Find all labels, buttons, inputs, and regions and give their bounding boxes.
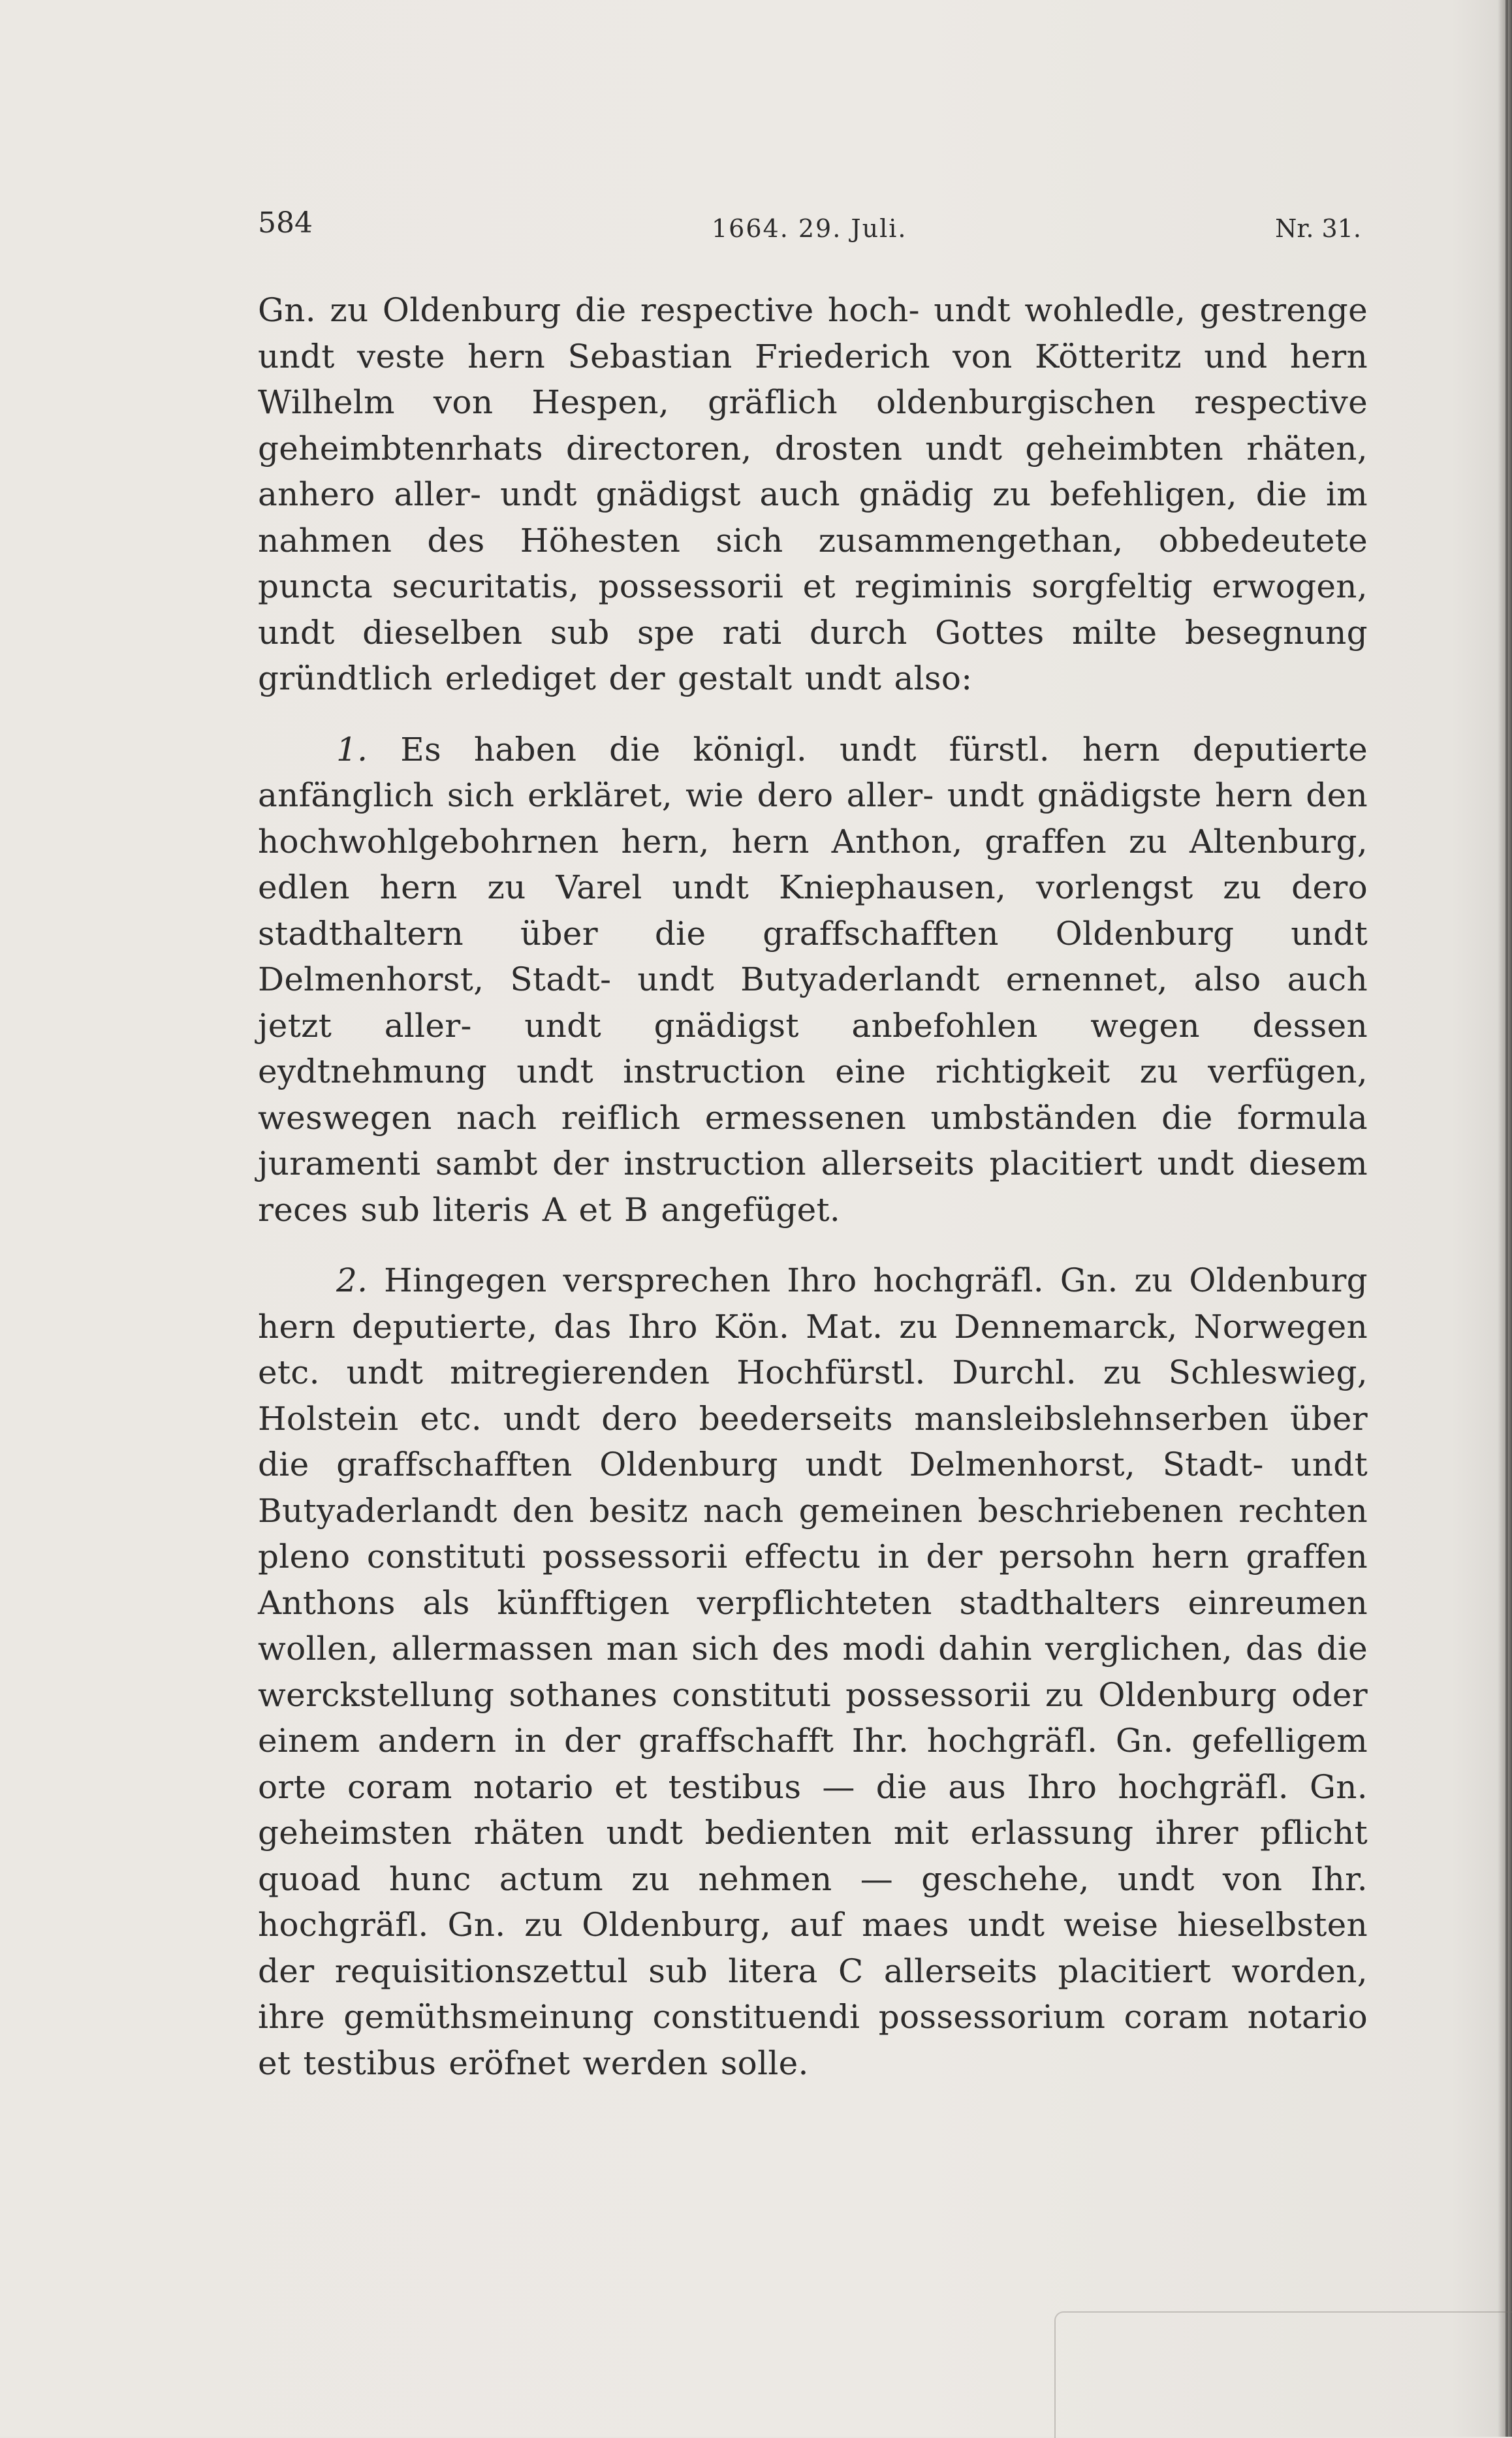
page-number: 584 [258,206,313,240]
paragraph-number: 2. [336,1261,368,1299]
header-date: 1664. 29. Juli. [712,214,907,243]
paragraph-2 [258,1258,1368,2086]
paragraph-text: Gn. zu Oldenburg die respective hoch- undt wohledle, gestrenge undt veste hern Sebastian Friederich von Kötteritz und hern Wilhelm von Hespen, gräflich oldenburgischen respective geheimbtenrhats directoren, drosten undt geheimbten rhäten, anhero aller- undt gnädigst auch gnädig zu befehligen, die im nahmen des Höhesten sich zusammengethan, obbedeutete puncta securitatis, possessorii et regiminis sorgfeltig erwogen, undt dieselben sub spe rati durch Gottes milte besegnung gründtlich erlediget der gestalt undt also: [258,291,1368,697]
paragraph-text: Es haben die königl. undt fürstl. hern deputierte anfänglich sich erkläret, wie dero aller- undt gnädigste hern den hochwohlgebohrnen hern, hern Anthon, graffen zu Altenburg, edlen hern zu Varel undt Kniephausen, vorlengst zu dero stadthaltern über die graffschafften Oldenburg undt Delmenhorst, Stadt- undt Butyaderlandt ernennet, also auch jetzt aller- undt gnädigst anbefohlen wegen dessen eydtnehmung undt instruction eine richtigkeit zu verfügen, weswegen nach reiflich ermessenen umbständen die formula juramenti sambt der instruction allerseits placitiert undt diesem reces sub literis A et B angefüget. [258,730,1368,1229]
paragraph-intro [258,287,1368,702]
page-binding-edge [1505,0,1508,2437]
document-body [258,287,1368,2086]
page-edge-shadow [1498,0,1512,2437]
paragraph-1 [258,727,1368,1233]
paragraph-number: 1. [336,730,368,768]
running-header [258,204,1361,243]
paragraph-text: Hingegen versprechen Ihro hochgräfl. Gn. zu Oldenburg hern deputierte, das Ihro Kön. Mat. zu Dennemarck, Norwegen etc. undt mitregierenden Hochfürstl. Durchl. zu Schleswieg, Holstein etc. undt dero beederseits mansleibslehnserben über die graffschafften Oldenburg undt Delmenhorst, Stadt- undt Butyaderlandt den besitz nach gemeinen beschriebenen rechten pleno constituti possessorii effectu in der persohn hern graffen Anthons als künfftigen verpflichteten stadthalters einreumen wollen, allermassen man sich des modi dahin verglichen, das die werckstellung sothanes constituti possessorii zu Oldenburg oder einem andern in der graffschafft Ihr. hochgräfl. Gn. gefelligem orte coram notario et testibus — die aus Ihro hochgräfl. Gn. geheimsten rhäten undt bedienten mit erlassung ihrer pflicht quoad hunc actum zu nehmen — geschehe, undt von Ihr. hochgräfl. Gn. zu Oldenburg, auf maes undt weise hieselbsten der requisitionszettul sub litera C allerseits placitiert worden, ihre gemüthsmeinung constituendi possessorium coram notario et testibus eröfnet werden solle. [258,1261,1368,2082]
document-number: Nr. 31. [1275,214,1361,243]
page-corner-fold [1054,2311,1512,2438]
